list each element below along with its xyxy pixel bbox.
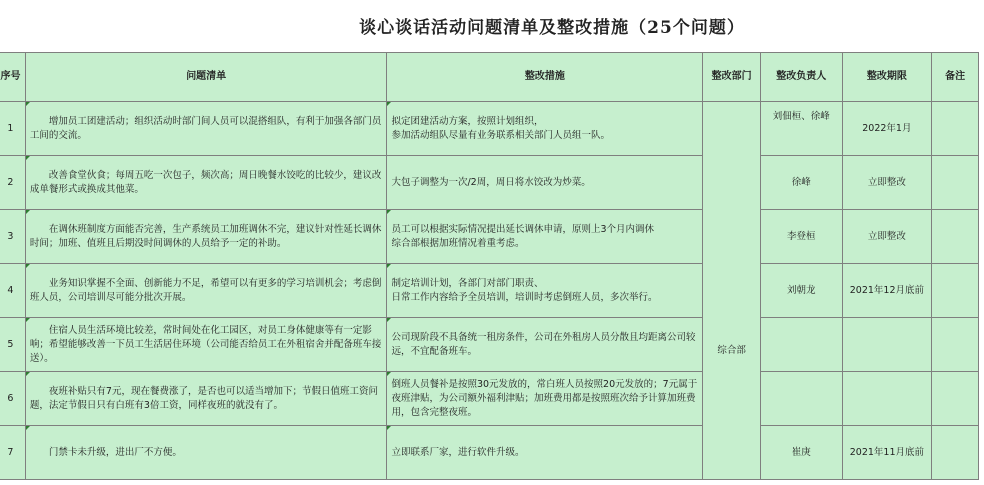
table-row bbox=[0, 426, 979, 480]
cell-no[interactable]: 7 bbox=[0, 426, 25, 480]
cell-measure[interactable]: 公司现阶段不具备统一租房条件，公司在外租房人员分散且均距离公司较远，不宜配备班车。 bbox=[387, 318, 703, 372]
cell-problem[interactable]: 夜班补贴只有7元，现在餐费涨了，是否也可以适当增加下；节假日值班工资问题，法定节假日只有白班有3倍工资，同样夜班的就没有了。 bbox=[25, 372, 387, 426]
cell-owner[interactable] bbox=[761, 318, 843, 372]
header-owner[interactable]: 整改负责人 bbox=[761, 53, 843, 102]
cell-owner[interactable]: 徐峰 bbox=[761, 156, 843, 210]
cell-deadline[interactable]: 2021年12月底前 bbox=[842, 264, 932, 318]
cell-owner[interactable] bbox=[761, 372, 843, 426]
cell-note[interactable] bbox=[932, 156, 979, 210]
cell-deadline[interactable] bbox=[842, 318, 932, 372]
cell-note[interactable] bbox=[932, 426, 979, 480]
header-problem[interactable]: 问题清单 bbox=[25, 53, 387, 102]
cell-no[interactable]: 6 bbox=[0, 372, 25, 426]
sheet-title: 谈心谈话活动问题清单及整改措施（25个问题） bbox=[359, 18, 745, 38]
cell-measure[interactable]: 倒班人员餐补是按照30元发放的，常白班人员按照20元发放的；7元属于夜班津贴，为公司额外福利津贴；加班费用都是按照班次给予计算加班费用，包含完整夜班。 bbox=[387, 372, 703, 426]
cell-deadline[interactable]: 2021年11月底前 bbox=[842, 426, 932, 480]
title-row bbox=[0, 0, 984, 52]
cell-note[interactable] bbox=[932, 210, 979, 264]
cell-problem[interactable]: 业务知识掌握不全面、创新能力不足，希望可以有更多的学习培训机会；考虑倒班人员，公司培训尽可能分批次开展。 bbox=[25, 264, 387, 318]
cell-problem[interactable]: 增加员工团建活动；组织活动时部门间人员可以混搭组队，有利于加强各部门员工间的交流。 bbox=[25, 102, 387, 156]
cell-no[interactable]: 5 bbox=[0, 318, 25, 372]
cell-note[interactable] bbox=[932, 102, 979, 156]
cell-deadline[interactable]: 立即整改 bbox=[842, 210, 932, 264]
table-row bbox=[0, 372, 979, 426]
header-measure[interactable]: 整改措施 bbox=[387, 53, 703, 102]
header-dept[interactable]: 整改部门 bbox=[703, 53, 761, 102]
cell-problem[interactable]: 门禁卡未升级，进出厂不方便。 bbox=[25, 426, 387, 480]
cell-measure[interactable]: 员工可以根据实际情况提出延长调休申请，原则上3个月内调休 综合部根据加班情况着重考虑。 bbox=[387, 210, 703, 264]
header-no[interactable]: 序号 bbox=[0, 53, 25, 102]
table-row bbox=[0, 264, 979, 318]
cell-no[interactable]: 1 bbox=[0, 102, 25, 156]
cell-owner[interactable]: 崔庚 bbox=[761, 426, 843, 480]
header-deadline[interactable]: 整改期限 bbox=[842, 53, 932, 102]
cell-no[interactable]: 4 bbox=[0, 264, 25, 318]
cell-owner[interactable]: 刘朝龙 bbox=[761, 264, 843, 318]
cell-no[interactable]: 2 bbox=[0, 156, 25, 210]
header-note[interactable]: 备注 bbox=[932, 53, 979, 102]
cell-measure[interactable]: 拟定团建活动方案，按照计划组织， 参加活动组队尽量有业务联系相关部门人员组一队。 bbox=[387, 102, 703, 156]
issue-table bbox=[0, 52, 979, 480]
cell-owner[interactable]: 刘佃桓、徐峰 bbox=[761, 102, 843, 156]
table-row bbox=[0, 156, 979, 210]
cell-problem[interactable]: 住宿人员生活环境比较差，常时间处在化工园区，对员工身体健康等有一定影响；希望能够改善一下员工生活居住环境（公司能否给员工在外租宿舍并配备班车接送）。 bbox=[25, 318, 387, 372]
cell-deadline[interactable]: 2022年1月 bbox=[842, 102, 932, 156]
table-row bbox=[0, 210, 979, 264]
cell-owner[interactable]: 李登桓 bbox=[761, 210, 843, 264]
cell-note[interactable] bbox=[932, 372, 979, 426]
header-row bbox=[0, 53, 979, 102]
cell-measure[interactable]: 大包子调整为一次/2周，周日将水饺改为炒菜。 bbox=[387, 156, 703, 210]
table-row bbox=[0, 102, 979, 156]
cell-problem[interactable]: 在调休班制度方面能否完善，生产系统员工加班调休不完，建议针对性延长调休时间；加班、值班且后期没时间调休的人员给予一定的补助。 bbox=[25, 210, 387, 264]
cell-deadline[interactable] bbox=[842, 372, 932, 426]
cell-deadline[interactable]: 立即整改 bbox=[842, 156, 932, 210]
cell-note[interactable] bbox=[932, 318, 979, 372]
cell-dept-merged[interactable]: 综合部 bbox=[703, 102, 761, 480]
cell-measure[interactable]: 制定培训计划，各部门对部门职责、 日常工作内容给予全员培训，培训时考虑倒班人员，多次举行。 bbox=[387, 264, 703, 318]
cell-problem[interactable]: 改善食堂伙食；每周五吃一次包子，频次高；周日晚餐水饺吃的比较少，建议改成单餐形式或换成其他菜。 bbox=[25, 156, 387, 210]
cell-note[interactable] bbox=[932, 264, 979, 318]
cell-measure[interactable]: 立即联系厂家，进行软件升级。 bbox=[387, 426, 703, 480]
table-row bbox=[0, 318, 979, 372]
cell-no[interactable]: 3 bbox=[0, 210, 25, 264]
